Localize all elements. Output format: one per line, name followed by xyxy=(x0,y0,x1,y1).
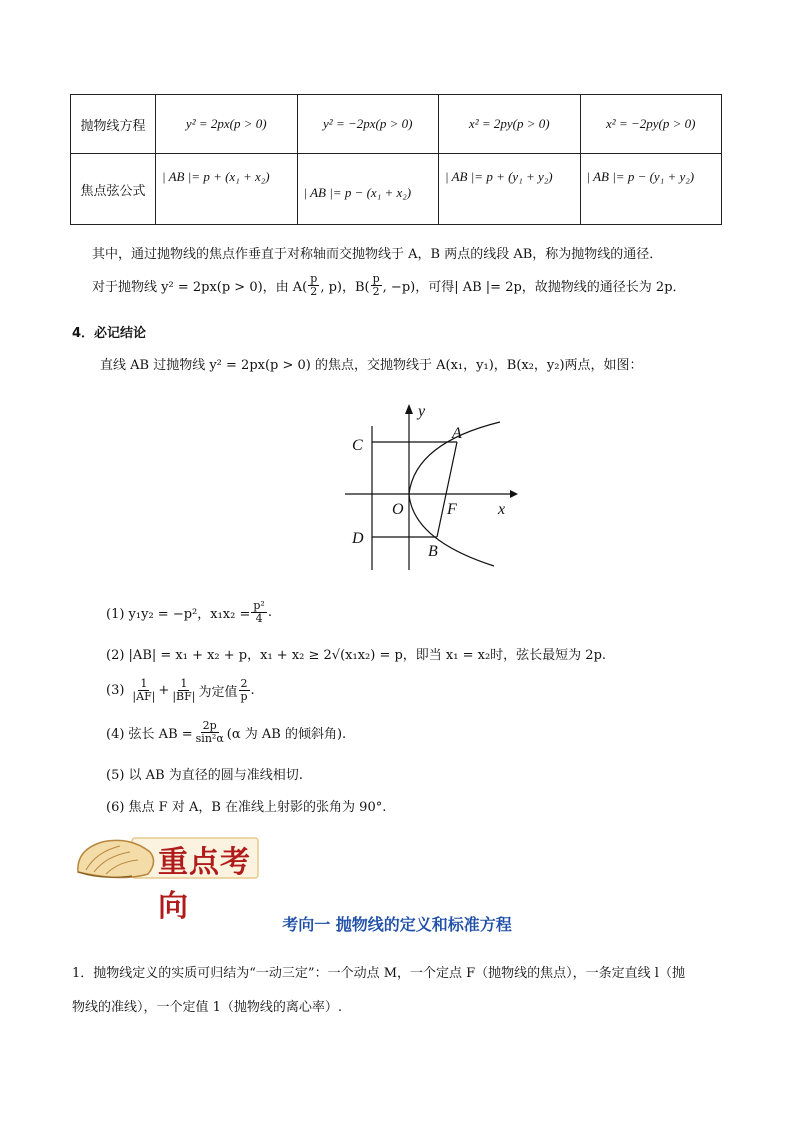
table-cell: x² = 2py(p > 0) xyxy=(439,95,581,154)
section-heading: 4．必记结论 xyxy=(72,326,147,341)
fraction xyxy=(238,678,249,702)
fraction xyxy=(371,273,382,297)
label-b: B xyxy=(428,543,438,560)
table-cell xyxy=(156,154,298,225)
table-cell: y² = 2px(p > 0) xyxy=(156,95,298,154)
fraction-numerator: p² xyxy=(253,599,265,612)
latus-rectum-calc xyxy=(92,273,686,297)
fraction-denominator: 2 xyxy=(372,284,380,298)
fraction-numerator: 1 xyxy=(140,677,148,690)
fraction-numerator: 2 xyxy=(240,677,248,690)
focal-chord-table xyxy=(70,94,722,225)
fraction-denominator: sin²α xyxy=(195,731,224,745)
fraction xyxy=(194,720,226,744)
formula-text: | AB |= p − (x₁ + x₂) xyxy=(303,185,412,200)
y-axis-arrow xyxy=(405,404,413,414)
label-a: A xyxy=(452,425,462,442)
fraction-numerator: 2p xyxy=(202,719,217,732)
focal-chord-ab xyxy=(437,442,457,537)
table-cell xyxy=(580,154,722,225)
table-cell: x² = −2py(p > 0) xyxy=(580,95,722,154)
label-o: O xyxy=(392,501,404,518)
table-row xyxy=(71,95,722,154)
text-segment: (4) 弦长 AB = xyxy=(106,726,193,742)
text-segment: , −p)，可得| AB |= 2p，故抛物线的通径长为 2p． xyxy=(382,279,686,295)
conclusion-1 xyxy=(106,600,272,624)
parabola-focal-chord-figure xyxy=(340,398,530,576)
label-x: x xyxy=(498,501,506,518)
label-f: F xyxy=(447,501,457,518)
fraction-numerator: p xyxy=(372,272,380,285)
chapter-title: 考向一 抛物线的定义和标准方程 xyxy=(282,915,512,934)
table-row-header: 抛物线方程 xyxy=(71,95,156,154)
label-d: D xyxy=(352,530,364,547)
item-1-line-2: 物线的准线），一个定值 1（抛物线的离心率）. xyxy=(72,1000,343,1015)
text-segment: , p)，B( xyxy=(320,279,370,295)
label-y: y xyxy=(418,403,426,420)
table-cell xyxy=(297,154,439,225)
x-axis-arrow xyxy=(510,490,518,498)
conclusion-3 xyxy=(106,678,255,702)
label-c: C xyxy=(352,437,363,454)
formula-text: | AB |= p + (y₁ + y₂) xyxy=(445,169,553,184)
table-cell: y² = −2px(p > 0) xyxy=(297,95,439,154)
fraction xyxy=(308,273,319,297)
fraction-denominator: 4 xyxy=(255,611,263,625)
conclusion-6: (6) 焦点 F 对 A，B 在准线上射影的张角为 90°. xyxy=(106,800,387,815)
text-segment: . xyxy=(267,604,272,620)
fraction-numerator: p xyxy=(310,272,318,285)
fraction-denominator: |AF| xyxy=(132,689,156,703)
formula-text: | AB |= p − (y₁ + y₂) xyxy=(586,169,695,184)
text-segment: + xyxy=(158,682,170,698)
text-segment: (α 为 AB 的倾斜角). xyxy=(226,726,347,742)
formula-text: | AB |= p + (x₁ + x₂) xyxy=(162,169,270,184)
table-cell xyxy=(439,154,581,225)
text-segment: (1) y₁y₂ = −p²，x₁x₂ = xyxy=(106,606,251,622)
fraction xyxy=(251,600,266,624)
banner-title: 重点考向 xyxy=(158,845,251,924)
key-points-banner xyxy=(72,832,260,924)
text-segment: 对于抛物线 y² = 2px(p > 0)，由 A( xyxy=(92,279,308,295)
text-segment: . xyxy=(250,682,255,698)
text-segment: 为定值 xyxy=(198,684,238,700)
latus-rectum-definition: 其中，通过抛物线的焦点作垂直于对称轴而交抛物线于 A，B 两点的线段 AB，称为抛物线的通径． xyxy=(92,247,663,262)
table-row xyxy=(71,154,722,225)
fraction-denominator: p xyxy=(240,689,248,703)
item-1-line-1: 1．抛物线定义的实质可归结为“一动三定”：一个动点 M，一个定点 F（抛物线的焦点），一条定直线 l（抛 xyxy=(72,966,685,981)
fraction-numerator: 1 xyxy=(180,677,188,690)
intro-paragraph: 直线 AB 过抛物线 y² = 2px(p > 0) 的焦点，交抛物线于 A(x₁，y₁)，B(x₂，y₂)两点，如图： xyxy=(100,358,643,373)
text-segment: (3) xyxy=(106,682,125,698)
conclusion-5: (5) 以 AB 为直径的圆与准线相切. xyxy=(106,768,303,783)
fraction-denominator: 2 xyxy=(310,284,318,298)
conclusion-4 xyxy=(106,720,346,744)
fraction-denominator: |BF| xyxy=(172,689,196,703)
fraction xyxy=(170,678,197,702)
conclusion-2: (2) |AB| = x₁ + x₂ + p，x₁ + x₂ ≥ 2√(x₁x₂) = p，即当 x₁ = x₂时，弦长最短为 2p. xyxy=(106,648,607,663)
table-row-header: 焦点弦公式 xyxy=(71,154,156,225)
fraction xyxy=(130,678,157,702)
